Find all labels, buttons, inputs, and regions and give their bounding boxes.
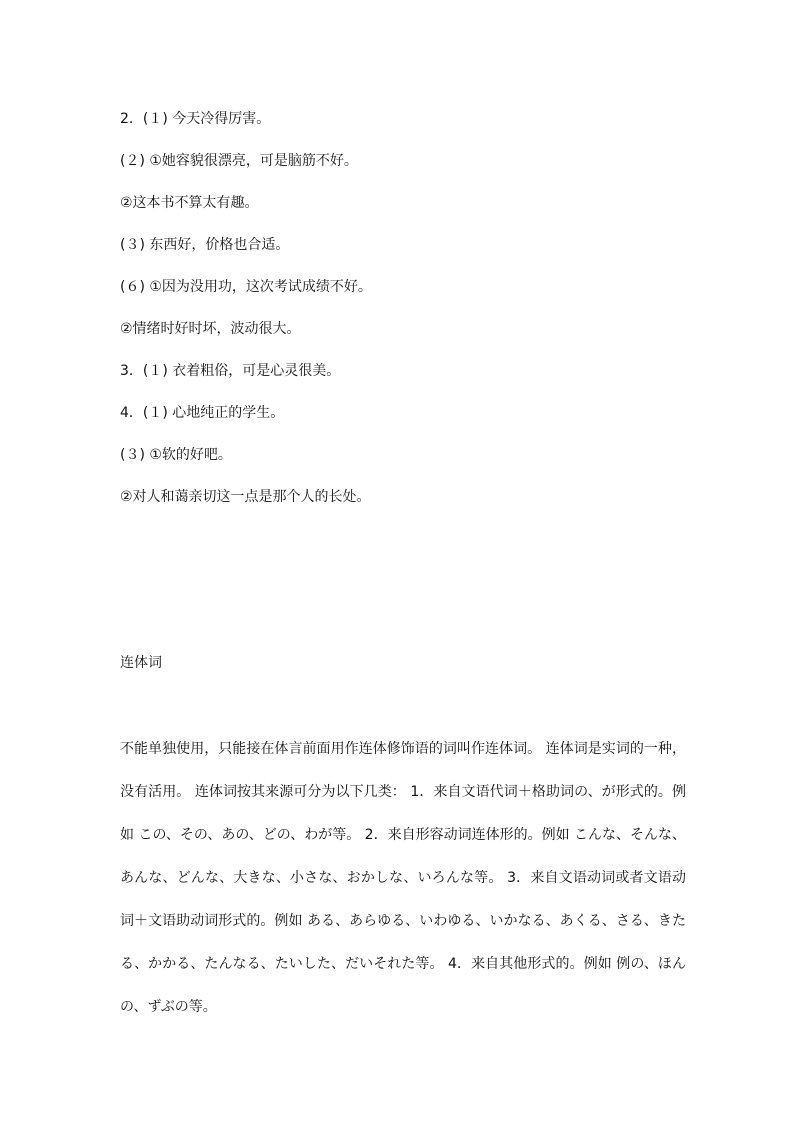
answer-line: (３) ①软的好吧。 (120, 447, 232, 463)
answer-line: (２) ①她容貌很漂亮，可是脑筋不好。 (120, 153, 358, 169)
section-body: 不能单独使用，只能接在体言前面用作连体修饰语的词叫作连体词。 连体词是实词的一种，没有活用。 连体词按其来源可分为以下几类： 1．来自文语代词＋格助词の、が形式的。例如 この、その、あの、どの、わが等。 2．来自形容动词连体形的。例如 こんな、そんな、あんな、どんな、大きな、小さな、おかしな、いろんな等。 3．来自文语动词或者文语动词＋文语助动词形式的。例如 ある、あらゆる、いわゆる、いかなる、あくる、さる、きたる、かかる、たんなる、たいした、だいそれた等。 4．来自其他形式的。例如 例の、ほんの、ずぶの等。 (120, 741, 687, 1015)
answer-line: ②这本书不算太有趣。 (120, 195, 259, 211)
answer-line: ②情绪时好时坏，波动很大。 (120, 321, 301, 337)
answer-line: (６) ①因为没用功，这次考试成绩不好。 (120, 279, 372, 295)
answer-line: (３) 东西好，价格也合适。 (120, 237, 290, 253)
section-title: 连体词 (120, 655, 162, 671)
answer-line: ②对人和蔼亲切这一点是那个人的长处。 (120, 489, 371, 505)
answer-line: 2．(１) 今天冷得厉害。 (120, 111, 271, 127)
answer-line: 3．(１) 衣着粗俗，可是心灵很美。 (120, 363, 341, 379)
answer-line: 4．(１) 心地纯正的学生。 (120, 405, 285, 421)
